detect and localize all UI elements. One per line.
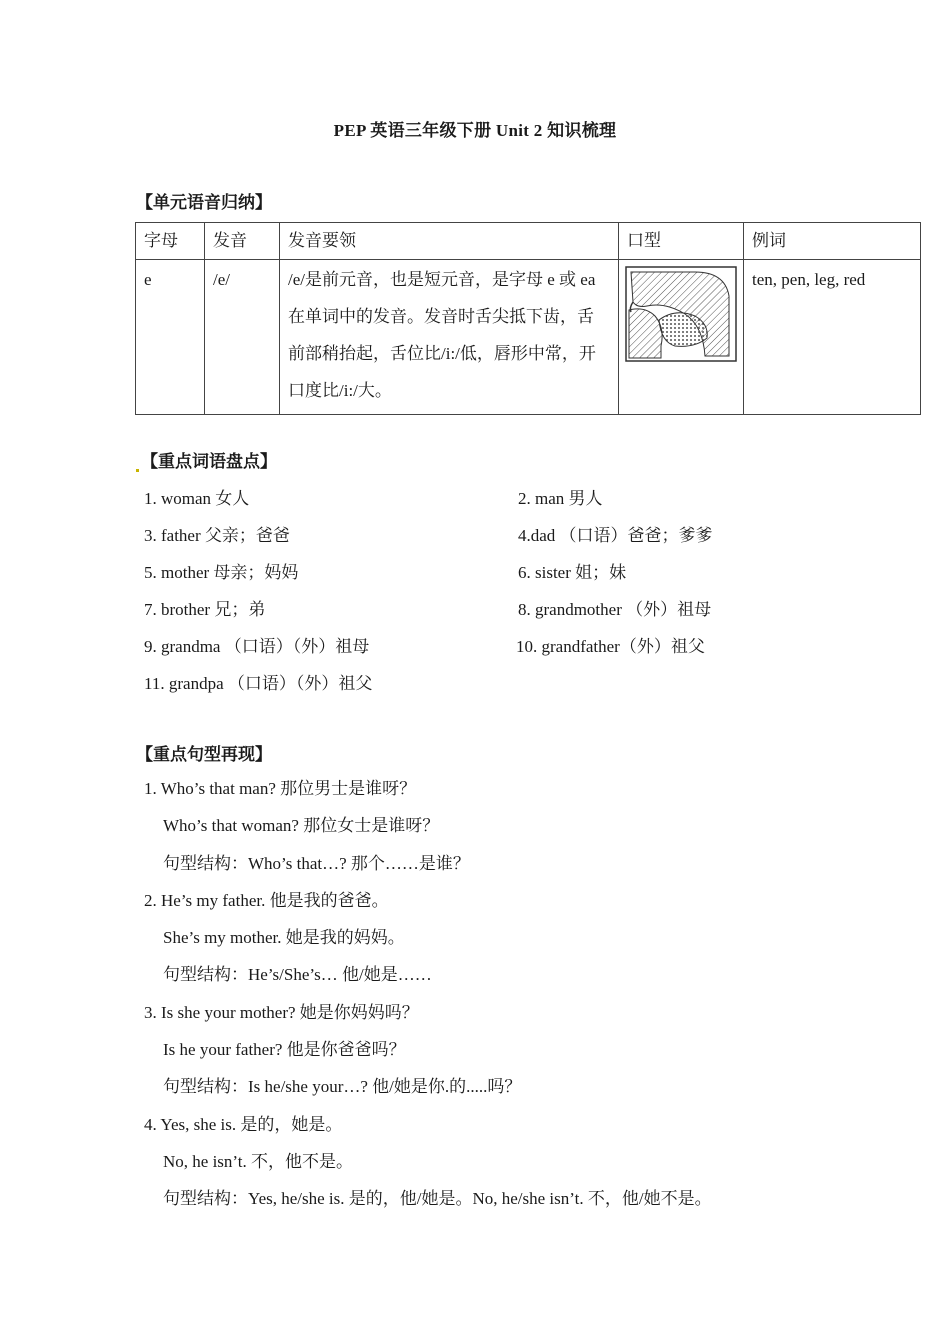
phonics-header-row bbox=[136, 223, 921, 260]
sentence-pattern: 句型结构：He’s/She’s… 他/她是…… bbox=[163, 965, 432, 985]
mouth-diagram-icon bbox=[625, 266, 737, 362]
vocab-row bbox=[144, 476, 844, 513]
vocab-list bbox=[144, 476, 844, 698]
vocab-item: 1. woman 女人 bbox=[144, 489, 250, 508]
sentence-line: 2. He’s my father. 他是我的爸爸。 bbox=[144, 890, 389, 910]
cell-sound: /e/ bbox=[205, 260, 280, 415]
vocab-item: 11. grandpa （口语）（外）祖父 bbox=[144, 674, 373, 693]
section-heading-sentences: 【重点句型再现】 bbox=[136, 745, 272, 764]
sentence-line: Is he your father? 他是你爸爸吗？ bbox=[163, 1040, 406, 1060]
cell-examples: ten, pen, leg, red bbox=[744, 260, 921, 415]
vocab-row bbox=[144, 513, 844, 550]
sentence-pattern: 句型结构：Is he/she your…? 他/她是你.的.....吗？ bbox=[163, 1077, 522, 1097]
cell-tips: /e/是前元音，也是短元音，是字母 e 或 ea 在单词中的发音。发音时舌尖抵下齿，舌前部稍抬起，舌位比/i:/低，唇形中常，开口度比/i:/大。 bbox=[280, 260, 619, 415]
vocab-row bbox=[144, 587, 844, 624]
section-heading-phonics: 【单元语音归纳】 bbox=[136, 193, 272, 212]
vocab-row bbox=[144, 624, 844, 661]
vocab-item: 3. father 父亲；爸爸 bbox=[144, 526, 290, 545]
header-letter: 字母 bbox=[136, 223, 205, 260]
vocab-row bbox=[144, 661, 844, 698]
vocab-item: 4.dad （口语）爸爸；爹爹 bbox=[518, 526, 713, 545]
sentence-line: She’s my mother. 她是我的妈妈。 bbox=[163, 928, 405, 948]
vocab-row bbox=[144, 550, 844, 587]
section-heading-vocab bbox=[136, 447, 277, 472]
vocab-item: 5. mother 母亲；妈妈 bbox=[144, 563, 299, 582]
phonics-row bbox=[136, 260, 921, 415]
sentence-line: 1. Who’s that man? 那位男士是谁呀？ bbox=[144, 779, 417, 798]
header-mouth-shape: 口型 bbox=[619, 223, 744, 260]
sentence-line: 3. Is she your mother? 她是你妈妈吗？ bbox=[144, 1002, 419, 1022]
vocab-item: 8. grandmother （外）祖母 bbox=[518, 600, 712, 619]
header-tips: 发音要领 bbox=[280, 223, 619, 260]
section-vocab-label: 【重点词语盘点】 bbox=[141, 452, 277, 471]
sentence-list bbox=[144, 770, 904, 1218]
sentence-line: 4. Yes, she is. 是的，她是。 bbox=[144, 1114, 343, 1134]
sentence-pattern: 句型结构：Who’s that…? 那个……是谁？ bbox=[163, 853, 470, 873]
header-examples: 例词 bbox=[744, 223, 921, 260]
cell-letter: e bbox=[136, 260, 205, 415]
bullet-dot-icon bbox=[136, 469, 139, 472]
vocab-item: 9. grandma （口语）（外）祖母 bbox=[144, 637, 370, 656]
vocab-item: 2. man 男人 bbox=[518, 489, 603, 508]
page-title: PEP 英语三年级下册 Unit 2 知识梳理 bbox=[333, 121, 617, 140]
sentence-pattern: 句型结构：Yes, he/she is. 是的，他/她是。No, he/she isn’t. 不，他/她不是。 bbox=[163, 1189, 712, 1209]
vocab-item: 10. grandfather（外）祖父 bbox=[516, 637, 705, 656]
cell-mouth-shape bbox=[619, 260, 744, 415]
sentence-line: No, he isn’t. 不，他不是。 bbox=[163, 1151, 353, 1171]
vocab-item: 7. brother 兄；弟 bbox=[144, 600, 266, 619]
sentence-line: Who’s that woman? 那位女士是谁呀？ bbox=[163, 816, 440, 836]
header-sound: 发音 bbox=[205, 223, 280, 260]
phonics-table bbox=[135, 222, 921, 415]
vocab-item: 6. sister 姐；妹 bbox=[518, 563, 627, 582]
